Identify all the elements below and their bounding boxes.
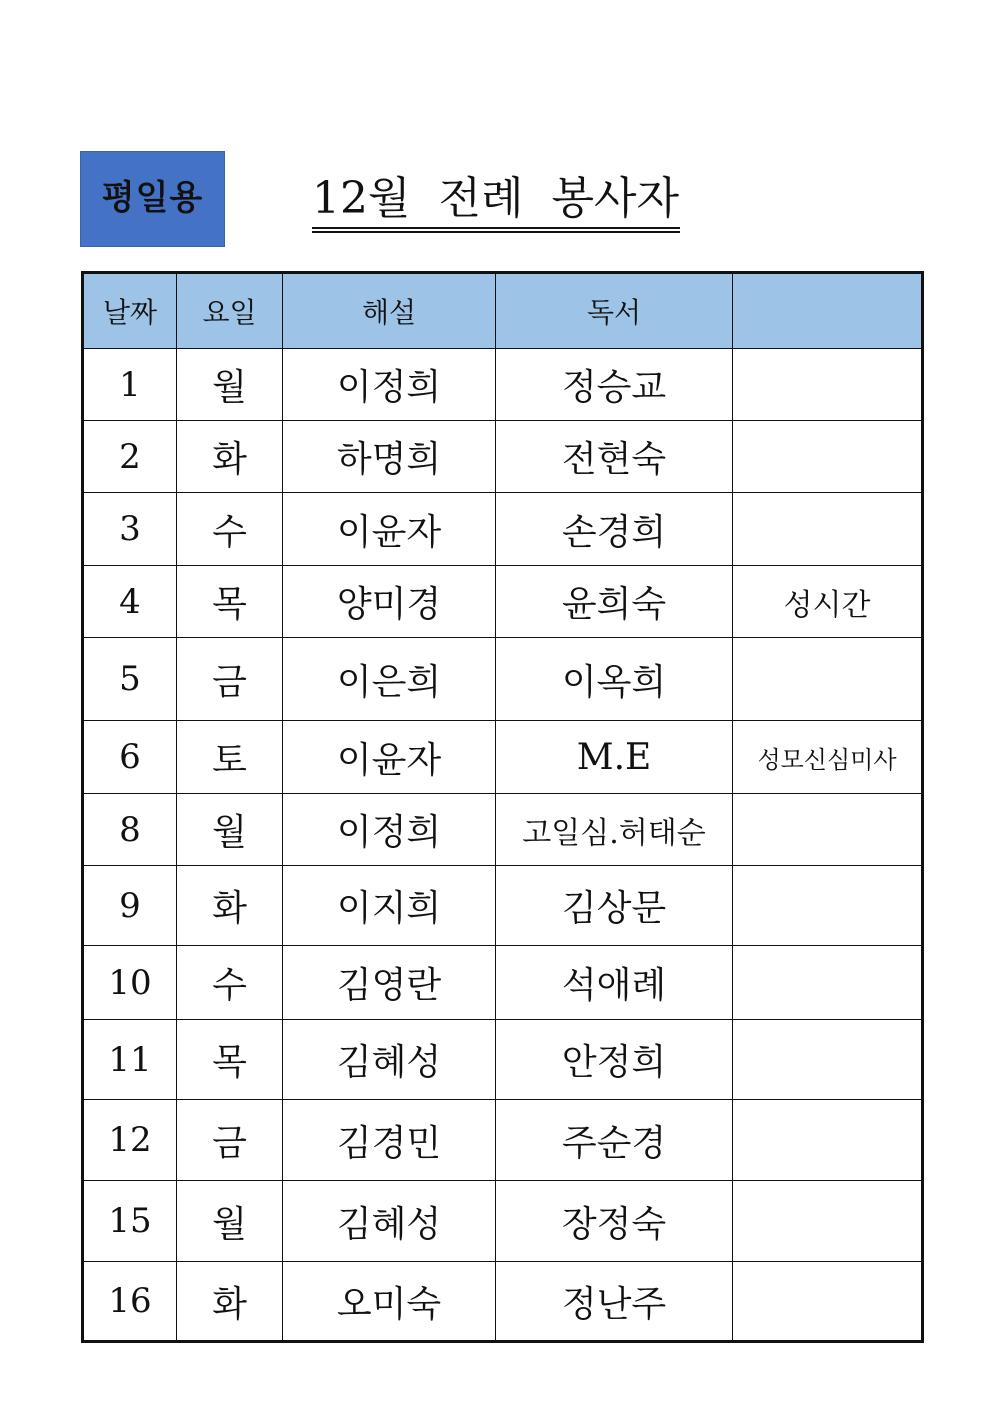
cell-note: 성시간	[733, 566, 923, 638]
cell-note	[733, 1262, 923, 1342]
cell-note	[733, 421, 923, 493]
cell-date: 5	[83, 638, 177, 721]
title-underline-second	[312, 231, 680, 233]
cell-commentary: 오미숙	[283, 1262, 496, 1342]
cell-commentary: 이정희	[283, 794, 496, 866]
cell-date: 12	[83, 1100, 177, 1181]
cell-commentary: 김혜성	[283, 1020, 496, 1100]
cell-reading: 정난주	[496, 1262, 733, 1342]
cell-reading: 장정숙	[496, 1181, 733, 1262]
cell-commentary: 김경민	[283, 1100, 496, 1181]
header-row	[83, 273, 923, 349]
table-row	[83, 1020, 923, 1100]
cell-day: 금	[177, 638, 283, 721]
table-row	[83, 1181, 923, 1262]
table-row	[83, 493, 923, 566]
header-reading: 독서	[496, 273, 733, 349]
table-row	[83, 721, 923, 794]
cell-note: 성모신심미사	[733, 721, 923, 794]
cell-note	[733, 493, 923, 566]
cell-note	[733, 349, 923, 421]
title-underline	[312, 227, 680, 229]
cell-day: 토	[177, 721, 283, 794]
cell-reading: 주순경	[496, 1100, 733, 1181]
cell-day: 월	[177, 794, 283, 866]
cell-date: 15	[83, 1181, 177, 1262]
cell-note	[733, 866, 923, 946]
table-row	[83, 946, 923, 1020]
cell-commentary: 이윤자	[283, 493, 496, 566]
cell-commentary: 양미경	[283, 566, 496, 638]
cell-day: 월	[177, 349, 283, 421]
header-date: 날짜	[83, 273, 177, 349]
table-row	[83, 1262, 923, 1342]
cell-day: 금	[177, 1100, 283, 1181]
table-row	[83, 866, 923, 946]
cell-note	[733, 1020, 923, 1100]
cell-date: 9	[83, 866, 177, 946]
cell-reading: 안정희	[496, 1020, 733, 1100]
page-title: 12월 전례 봉사자	[312, 173, 679, 224]
cell-reading: M.E	[496, 721, 733, 794]
cell-commentary: 이지희	[283, 866, 496, 946]
header-day: 요일	[177, 273, 283, 349]
cell-date: 10	[83, 946, 177, 1020]
cell-reading: 정승교	[496, 349, 733, 421]
cell-reading: 이옥희	[496, 638, 733, 721]
cell-commentary: 이은희	[283, 638, 496, 721]
cell-day: 화	[177, 1262, 283, 1342]
cell-reading: 손경희	[496, 493, 733, 566]
badge-label: 평일용	[101, 178, 204, 218]
cell-commentary: 김혜성	[283, 1181, 496, 1262]
table-row	[83, 349, 923, 421]
table-row	[83, 794, 923, 866]
cell-day: 목	[177, 566, 283, 638]
cell-day: 목	[177, 1020, 283, 1100]
table-row	[83, 421, 923, 493]
cell-commentary: 하명희	[283, 421, 496, 493]
weekday-badge	[80, 151, 225, 247]
cell-date: 2	[83, 421, 177, 493]
cell-reading: 고일심.허태순	[496, 794, 733, 866]
cell-reading: 윤희숙	[496, 566, 733, 638]
cell-date: 3	[83, 493, 177, 566]
cell-note	[733, 946, 923, 1020]
table-row	[83, 638, 923, 721]
header-note	[733, 273, 923, 349]
cell-note	[733, 638, 923, 721]
cell-note	[733, 1100, 923, 1181]
table-row	[83, 1100, 923, 1181]
cell-date: 11	[83, 1020, 177, 1100]
cell-day: 월	[177, 1181, 283, 1262]
cell-day: 화	[177, 866, 283, 946]
cell-day: 화	[177, 421, 283, 493]
cell-date: 16	[83, 1262, 177, 1342]
cell-commentary: 이윤자	[283, 721, 496, 794]
table-row	[83, 566, 923, 638]
cell-commentary: 이정희	[283, 349, 496, 421]
cell-reading: 김상문	[496, 866, 733, 946]
cell-day: 수	[177, 493, 283, 566]
cell-date: 6	[83, 721, 177, 794]
cell-commentary: 김영란	[283, 946, 496, 1020]
cell-reading: 전현숙	[496, 421, 733, 493]
cell-date: 4	[83, 566, 177, 638]
cell-note	[733, 1181, 923, 1262]
schedule-table	[81, 271, 924, 1343]
cell-date: 8	[83, 794, 177, 866]
cell-reading: 석애례	[496, 946, 733, 1020]
cell-day: 수	[177, 946, 283, 1020]
cell-note	[733, 794, 923, 866]
header-commentary: 해설	[283, 273, 496, 349]
cell-date: 1	[83, 349, 177, 421]
